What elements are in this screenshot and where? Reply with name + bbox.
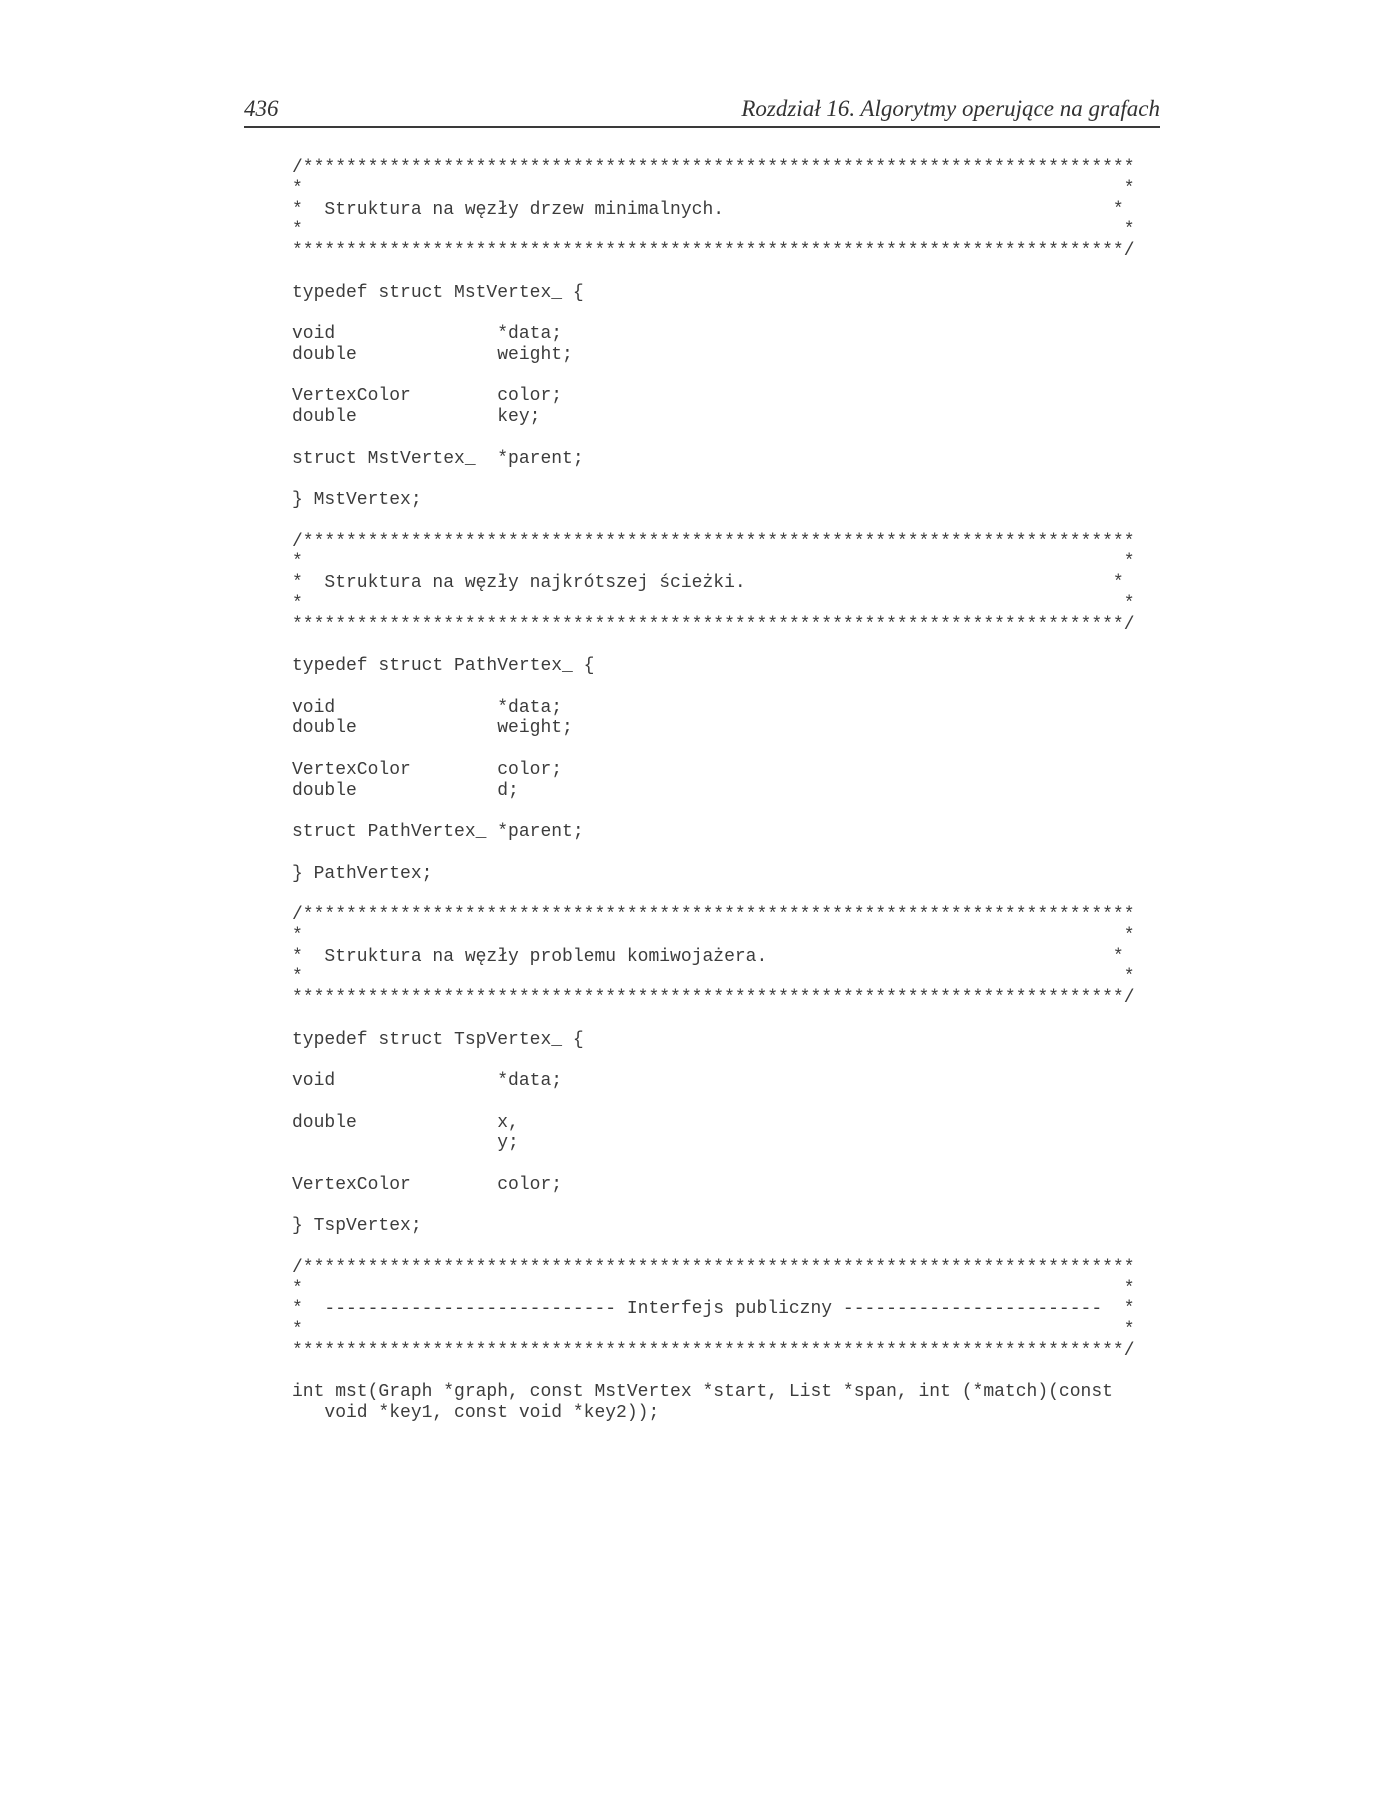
code-line: * * — [292, 967, 1135, 988]
code-line: y; — [292, 1133, 519, 1154]
code-line: * --------------------------- Interfejs publiczny ------------------------ * — [292, 1299, 1135, 1320]
code-line: typedef struct MstVertex_ { — [292, 282, 584, 303]
code-line: * * — [292, 552, 1135, 573]
code-line: * Struktura na węzły drzew minimalnych. * — [292, 199, 1124, 220]
code-line: struct MstVertex_ *parent; — [292, 448, 584, 469]
code-line: *****************************************************************************/ — [292, 988, 1135, 1008]
code-line: VertexColor color; — [292, 1174, 563, 1195]
code-line: } PathVertex; — [292, 863, 433, 884]
code-line: /***************************************************************************** — [292, 158, 1135, 178]
code-line: } MstVertex; — [292, 490, 422, 510]
code-line: /***************************************************************************** — [292, 905, 1135, 925]
code-line: * * — [292, 1278, 1135, 1299]
code-line: /***************************************************************************** — [292, 531, 1135, 552]
code-line: void *key1, const void *key2)); — [292, 1403, 660, 1423]
code-line: VertexColor color; — [292, 759, 563, 780]
code-line: double weight; — [292, 718, 573, 739]
code-line: void *data; — [292, 324, 563, 344]
code-line: double weight; — [292, 344, 573, 365]
code-line: *****************************************************************************/ — [292, 241, 1135, 261]
code-line: * * — [292, 925, 1135, 946]
code-line: *****************************************************************************/ — [292, 1340, 1135, 1361]
code-line: } TspVertex; — [292, 1216, 422, 1237]
code-line: double key; — [292, 407, 541, 427]
page-number: 436 — [244, 96, 279, 121]
code-line: double d; — [292, 780, 519, 801]
code-line: * Struktura na węzły problemu komiwojażera. * — [292, 946, 1124, 967]
code-line: void *data; — [292, 1071, 563, 1091]
code-line: * * — [292, 593, 1135, 614]
code-line: /***************************************************************************** — [292, 1257, 1135, 1278]
code-line: void *data; — [292, 697, 563, 718]
code-line: struct PathVertex_ *parent; — [292, 822, 584, 842]
code-line: int mst(Graph *graph, const MstVertex *start, List *span, int (*match)(const — [292, 1382, 1113, 1403]
code-line: VertexColor color; — [292, 386, 563, 407]
code-line: * * — [292, 1320, 1135, 1340]
code-listing — [292, 158, 1135, 1424]
code-line: typedef struct PathVertex_ { — [292, 656, 595, 676]
code-line: * * — [292, 178, 1135, 199]
code-line: typedef struct TspVertex_ { — [292, 1029, 584, 1050]
code-line: * Struktura na węzły najkrótszej ścieżki. * — [292, 573, 1124, 593]
running-header — [244, 96, 1160, 128]
code-line: * * — [292, 220, 1135, 241]
code-line: *****************************************************************************/ — [292, 614, 1135, 635]
chapter-title: Rozdział 16. Algorytmy operujące na grafach — [741, 96, 1160, 121]
code-line: double x, — [292, 1112, 519, 1133]
